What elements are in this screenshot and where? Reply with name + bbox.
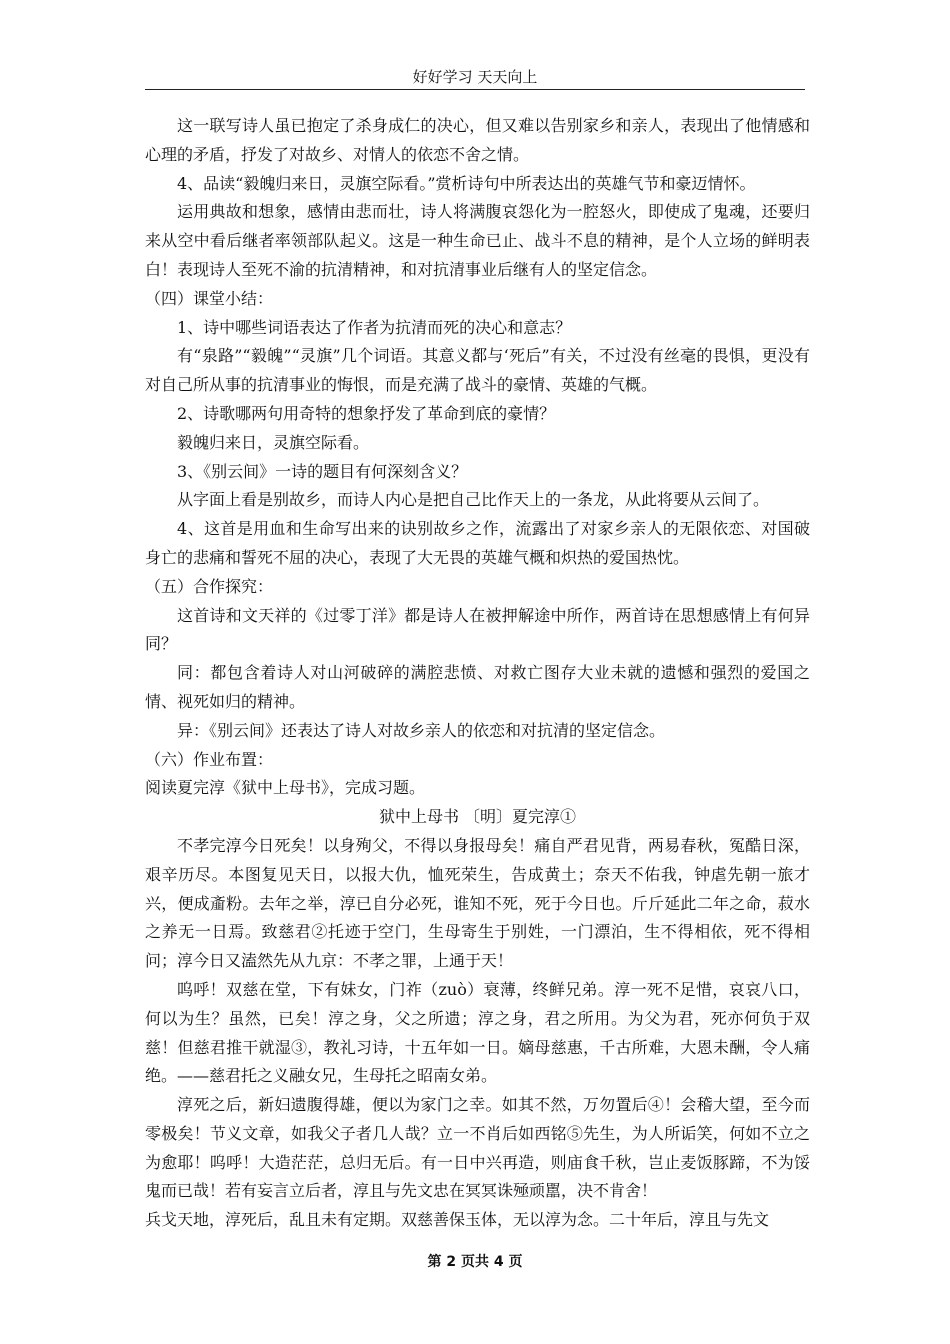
paragraph: 3、《别云间》一诗的题目有何深刻含义？ (177, 461, 468, 481)
section-heading: （五）合作探究： (145, 576, 274, 596)
section-heading: 阅读夏完淳《狱中上母书》，完成习题。 (145, 778, 426, 798)
paragraph: 运用典故和想象，感情由悲而壮，诗人将满腹哀怨化为一腔怒火，即使成了鬼魂，还要归来从空中看后继者率领部队起义。这是一种生命已止、战斗不息的精神，是个人立场的鲜明表白！表现诗人至死不渝的抗清精神，和对抗清事业后继有人的坚定信念。 (145, 202, 810, 279)
paragraph: 不孝完淳今日死矣！以身殉父，不得以身报母矣！痛自严君见背，两易春秋，冤酷日深，艰辛历尽。本图复见天日，以报大仇，恤死荣生，告成黄土；奈天不佑我，钟虐先朝一旅才兴，便成齑粉。去年之举，淳已自分必死，谁知不死，死于今日也。斤斤延此二年之命，菽水之养无一日焉。致慈君②托迹于空门，生母寄生于别姓，一门漂泊，生不得相依，死不得相问；淳今日又溘然先从九京：不孝之罪，上通于天！ (145, 835, 810, 971)
paragraph: 同：都包含着诗人对山河破碎的满腔悲愤、对救亡图存大业未就的遗憾和强烈的爱国之情、视死如归的精神。 (145, 663, 810, 711)
paragraph: 异：《别云间》还表达了诗人对故乡亲人的依恋和对抗清的坚定信念。 (177, 720, 666, 740)
section-title: 狱中上母书 〔明〕夏完淳① (378, 807, 577, 827)
paragraph: 淳死之后，新妇遗腹得雄，便以为家门之幸。如其不然，万勿置后④！会稽大望，至今而零极矣！节义文章，如我父子者几人哉？立一不肖后如西铭⑤先生，为人所诟笑，何如不立之为愈耶！呜呼！大造茫茫，总归无后。有一日中兴再造，则庙食千秋，岂止麦饭豚蹄，不为馁鬼而已哉！若有妄言立后者，淳且与先文忠在冥冥诛殛顽嚚，决不肯舍！ (145, 1095, 810, 1201)
section-heading: 兵戈天地，淳死后，乱且未有定期。双慈善保玉体，无以淳为念。二十年后，淳且与先文 (145, 1210, 770, 1230)
paragraph: 有“泉路”“毅魄”“灵旗”几个词语。其意义都与‘死后”有关，不过没有丝毫的畏惧，更没有对自己所从事的抗清事业的悔恨，而是充满了战斗的豪情、英雄的气概。 (145, 346, 810, 395)
paragraph: 1、诗中哪些词语表达了作者为抗清而死的决心和意志？ (177, 317, 572, 337)
paragraph: 呜呼！双慈在堂，下有妹女，门祚（zuò）衰薄，终鲜兄弟。淳一死不足惜，哀哀八口，何以为生？虽然，已矣！淳之身，父之所遗；淳之身，君之所用。为父为君，死亦何负于双慈！但慈君推干就湿③，教礼习诗，十五年如一日。嫡母慈惠，千古所难，大恩未酬，令人痛绝。——慈君托之义融女兄，生母托之昭南女弟。 (145, 979, 810, 1086)
document-body (145, 112, 810, 1235)
paragraph: 这一联写诗人虽已抱定了杀身成仁的决心，但又难以告别家乡和亲人，表现出了他情感和心理的矛盾，抒发了对故乡、对情人的依恋不舍之情。 (145, 116, 810, 164)
paragraph: 4、品读“毅魄归来日，灵旗空际看。”赏析诗句中所表达出的英雄气节和豪迈情怀。 (177, 173, 756, 193)
paragraph: 4、这首是用血和生命写出来的诀别故乡之作，流露出了对家乡亲人的无限依恋、对国破身亡的悲痛和誓死不屈的决心，表现了大无畏的英雄气概和炽热的爱国热忱。 (145, 519, 810, 567)
paragraph: 从字面上看是别故乡，而诗人内心是把自己比作天上的一条龙，从此将要从云间了。 (177, 490, 770, 510)
paragraph: 毅魄归来日，灵旗空际看。 (177, 432, 370, 452)
page-header: 好好学习 天天向上 (412, 68, 538, 86)
paragraph: 2、诗歌哪两句用奇特的想象抒发了革命到底的豪情？ (177, 403, 556, 423)
section-heading: （四）课堂小结： (145, 288, 274, 308)
header-divider (145, 89, 805, 90)
section-heading: （六）作业布置： (145, 749, 274, 769)
page-footer: 第 2 页共 4 页 (427, 1254, 523, 1270)
paragraph: 这首诗和文天祥的《过零丁洋》都是诗人在被押解途中所作，两首诗在思想感情上有何异同？ (145, 605, 810, 654)
